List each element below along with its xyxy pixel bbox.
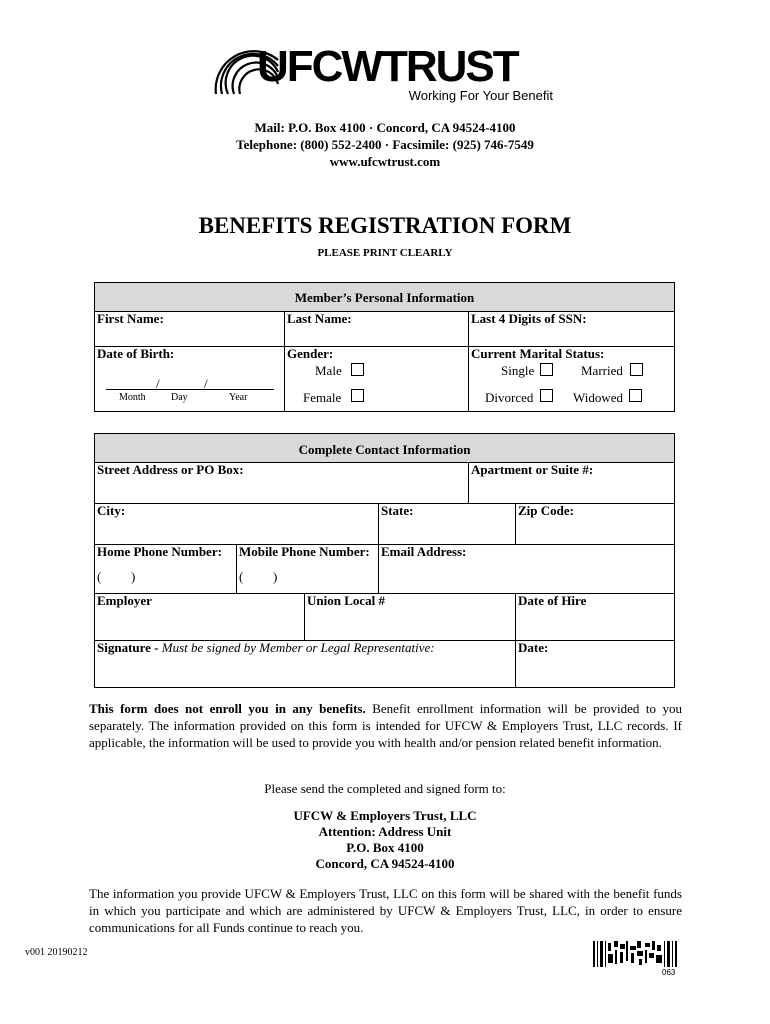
gender-label: Gender: bbox=[287, 346, 334, 361]
mobile-phone-label: Mobile Phone Number: bbox=[239, 544, 370, 559]
page-title: BENEFITS REGISTRATION FORM bbox=[198, 213, 572, 238]
union-local-label: Union Local # bbox=[307, 593, 386, 608]
single-label: Single bbox=[501, 363, 535, 378]
last-name-label: Last Name: bbox=[287, 311, 352, 326]
married-checkbox[interactable] bbox=[630, 363, 643, 376]
enrollment-notice bbox=[89, 700, 682, 751]
notice-text: Benefit enrollment information will be provided to you separately. The information provided on this form is intended for UFCW & Employers Trust, LLC records. If applicable, the information will be used to provide you with health and/or pension related benefit information. bbox=[89, 701, 682, 750]
divorced-label: Divorced bbox=[485, 390, 534, 405]
married-label: Married bbox=[581, 363, 623, 378]
male-label: Male bbox=[315, 363, 342, 378]
signature-date-label: Date: bbox=[518, 640, 549, 655]
state-label: State: bbox=[381, 503, 414, 518]
widowed-checkbox[interactable] bbox=[629, 389, 642, 402]
dob-label: Date of Birth: bbox=[97, 346, 175, 361]
divorced-checkbox[interactable] bbox=[540, 389, 553, 402]
apt-label: Apartment or Suite #: bbox=[471, 462, 594, 477]
page-code: 063 bbox=[662, 968, 676, 977]
email-label: Email Address: bbox=[381, 544, 467, 559]
single-checkbox[interactable] bbox=[540, 363, 553, 376]
signature-note: Must be signed by Member or Legal Representative: bbox=[161, 640, 435, 655]
zip-label: Zip Code: bbox=[518, 503, 574, 518]
employer-label: Employer bbox=[97, 593, 152, 608]
barcode bbox=[593, 941, 679, 967]
phone-fax: Telephone: (800) 552-2400 · Facsimile: (925) 746-7549 bbox=[236, 137, 534, 152]
home-phone-label: Home Phone Number: bbox=[97, 544, 222, 559]
footer-note: The information you provide UFCW & Employers Trust, LLC on this form will be shared with the benefit funds in which you participate and which are administered by UFCW & Employers Trust, LLC, in order to ensure communications for all Funds continue to reach you. bbox=[89, 886, 682, 935]
mobile-area-close: ) bbox=[273, 569, 278, 584]
city-field[interactable] bbox=[94, 503, 379, 545]
widowed-label: Widowed bbox=[573, 390, 624, 405]
send-intro: Please send the completed and signed form to: bbox=[264, 781, 506, 796]
dob-year-label: Year bbox=[229, 392, 248, 403]
dob-slash-1: / bbox=[156, 376, 160, 391]
logo-tagline: Working For Your Benefit bbox=[408, 88, 553, 103]
send-line-1: UFCW & Employers Trust, LLC bbox=[293, 808, 477, 823]
personal-section-title: Member’s Personal Information bbox=[294, 290, 475, 305]
dob-slash-2: / bbox=[204, 376, 208, 391]
notice-bold: This form does not enroll you in any benefits. bbox=[89, 701, 366, 716]
city-label: City: bbox=[97, 503, 126, 518]
street-label: Street Address or PO Box: bbox=[97, 462, 244, 477]
logo-wordmark: UFCWTRUST bbox=[257, 42, 518, 91]
dob-month-label: Month bbox=[119, 392, 146, 403]
send-line-4: Concord, CA 94524-4100 bbox=[315, 856, 455, 871]
female-label: Female bbox=[303, 390, 342, 405]
version-code: v001 20190212 bbox=[25, 947, 88, 958]
barcode-icon bbox=[593, 941, 679, 967]
male-checkbox[interactable] bbox=[351, 363, 364, 376]
page-subtitle: PLEASE PRINT CLEARLY bbox=[317, 247, 453, 259]
dob-day-label: Day bbox=[171, 392, 188, 403]
dob-line bbox=[106, 389, 274, 390]
hire-date-label: Date of Hire bbox=[518, 593, 587, 608]
first-name-label: First Name: bbox=[97, 311, 164, 326]
contact-section-title: Complete Contact Information bbox=[298, 442, 471, 457]
home-area-open: ( bbox=[97, 569, 102, 584]
send-line-3: P.O. Box 4100 bbox=[346, 840, 424, 855]
signature-label: Signature - Must be signed by Member or Legal Representative: bbox=[97, 640, 435, 655]
mobile-area-open: ( bbox=[239, 569, 244, 584]
female-checkbox[interactable] bbox=[351, 389, 364, 402]
home-area-close: ) bbox=[131, 569, 136, 584]
marital-label: Current Marital Status: bbox=[471, 346, 605, 361]
ssn-label: Last 4 Digits of SSN: bbox=[471, 311, 587, 326]
website: www.ufcwtrust.com bbox=[329, 154, 441, 169]
mail-address: Mail: P.O. Box 4100 · Concord, CA 94524-4100 bbox=[254, 120, 516, 135]
ufcw-trust-logo bbox=[212, 44, 557, 106]
send-line-2: Attention: Address Unit bbox=[318, 824, 452, 839]
